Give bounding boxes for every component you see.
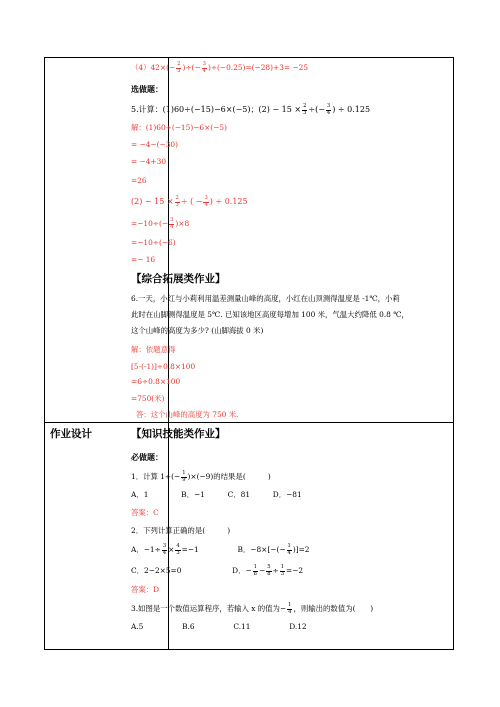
sol6-line-1: 解：依题意得 bbox=[131, 345, 176, 354]
q6-line-3: 这个山峰的高度为多少? (山脚海拔 0 米) bbox=[131, 326, 264, 335]
sol5-line-2: = −4−(−30) bbox=[131, 140, 178, 149]
sol6-line-5: 答：这个山峰的高度为 750 米. bbox=[136, 410, 239, 419]
q2-options-cd bbox=[131, 565, 303, 577]
choose-heading: 选做题： bbox=[131, 84, 163, 94]
question-3: 3.如图是一个数值运算程序，若输入 x 的值为− $\frac{1}{4}$ ，则输出的数值为( ) bbox=[131, 602, 374, 615]
design-label: 作业设计 bbox=[50, 428, 92, 440]
q3-option-d: D.12 bbox=[289, 622, 307, 631]
q1-options bbox=[131, 490, 302, 500]
question-1: 1．计算 1÷(− $\frac{1}{9}$ )×(−9)的结果是( ) bbox=[131, 470, 271, 483]
q3-option-a: A.5 bbox=[131, 622, 144, 631]
must-heading: 必做题： bbox=[131, 452, 163, 462]
sol5-line-8: =− 16 bbox=[131, 255, 156, 264]
sol6-line-2: [5-(-1)]÷0.8×100 bbox=[131, 362, 196, 371]
sol6-line-4: =750(米) bbox=[131, 394, 165, 403]
q1-option-b: B．−1 bbox=[181, 490, 205, 499]
q2-options-ab bbox=[131, 544, 310, 556]
q1-answer: 答案：C bbox=[131, 508, 159, 517]
q3-option-b: B.6 bbox=[182, 622, 195, 631]
sol5-line-5: (2) − 15 × $\frac{2}{3}$ ÷ ( − $\frac{3}{4}$ ) ÷ 0.125 bbox=[131, 195, 248, 208]
q3-option-c: C.11 bbox=[233, 622, 251, 631]
q2-option-b: B．−8×[−(− $\frac{1}{4}$ )]=2 bbox=[237, 543, 310, 556]
q2-answer: 答案：D bbox=[131, 585, 160, 594]
q1-option-a: A．1 bbox=[131, 490, 149, 499]
ext-heading: 【综合拓展类作业】 bbox=[131, 273, 226, 285]
sol6-line-3: =6÷0.8×100 bbox=[131, 377, 181, 386]
question-2: 2．下列计算正确的是( ) bbox=[131, 526, 231, 535]
q1-option-c: C．81 bbox=[227, 490, 251, 499]
q2-option-d: D．− $\frac{1}{8}$ − $\frac{5}{8}$ ÷ $\frac{1}{3}$ =−2 bbox=[232, 564, 304, 577]
question-5: 5.计算：(1)60÷(−15)−6×(−5)；(2) − 15 × $\frac{2}{3}$ ÷(− $\frac{3}{4}$ ) ÷ 0.125 bbox=[131, 103, 371, 116]
q6-line-2: 此时在山脚测得温度是 5℃. 已知该地区高度每增加 100 米，气温大约降低 0.8 ℃， bbox=[131, 310, 409, 319]
sol5-line-4: =26 bbox=[131, 176, 147, 185]
row-divider bbox=[45, 422, 453, 423]
skill-heading: 【知识技能类作业】 bbox=[131, 428, 226, 440]
q2-option-a: A．−1÷ $\frac{3}{4}$ × $\frac{4}{3}$ =−1 bbox=[131, 543, 199, 556]
prev-answer-line: （4）42×(− $\frac{2}{3}$ )÷(− $\frac{3}{4}$ )÷(−0.25)=(−28)+3= −25 bbox=[131, 61, 309, 74]
q6-line-1: 6.一天，小红与小莉利用温差测量山峰的高度，小红在山顶测得温度是 -1℃，小莉 bbox=[131, 294, 400, 303]
q3-options bbox=[131, 622, 307, 632]
sol5-line-6: =−10÷(− $\frac{3}{4}$ )×8 bbox=[131, 217, 190, 230]
sol5-line-7: =−10÷(−6) bbox=[131, 238, 176, 247]
q1-option-d: D．−81 bbox=[272, 490, 302, 499]
sol5-line-1: 解：(1)60÷(−15)−6×(−5) bbox=[131, 123, 227, 132]
worksheet-table bbox=[44, 57, 454, 650]
sol5-line-3: = −4+30 bbox=[131, 157, 167, 166]
q2-option-c: C．2−2×5=0 bbox=[131, 566, 182, 575]
